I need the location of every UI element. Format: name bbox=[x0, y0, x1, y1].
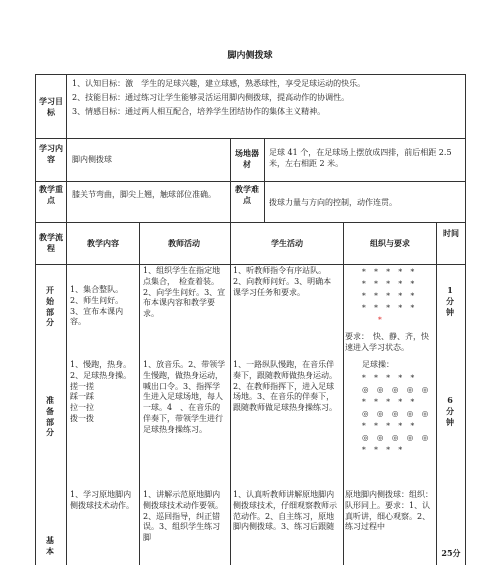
header-teacher: 教师活动 bbox=[168, 238, 200, 248]
row-content: 1、慢跑，热身。 2、足球热身操。 搓一搓 踩一踩 拉一拉 拨一拨 bbox=[70, 360, 132, 423]
divider bbox=[139, 222, 140, 565]
header-time: 时间 bbox=[443, 228, 459, 238]
venue-label: 场地器材 bbox=[235, 148, 259, 169]
divider bbox=[35, 74, 465, 75]
row-student: 1、听教师指令有序站队。2、向教师问好。3、明确本课学习任务和要求。 bbox=[233, 266, 332, 297]
header-content: 教学内容 bbox=[87, 238, 119, 248]
divider bbox=[35, 264, 465, 265]
objective-item: 1、认知目标：激 学生的足球兴趣，建立球感，熟悉球性，享受足球运动的快乐。 bbox=[72, 79, 366, 88]
org-title: 足球操： bbox=[362, 360, 394, 369]
divider bbox=[35, 181, 465, 182]
stage-label: 开始部分 bbox=[46, 285, 54, 328]
keypoints-label: 教学重点 bbox=[39, 184, 63, 205]
header-org: 组织与要求 bbox=[370, 238, 410, 248]
difficulty-label: 教学难点 bbox=[235, 184, 259, 205]
objectives-label: 学习目标 bbox=[39, 96, 63, 117]
org-requirement: 要求： 快、静、齐，快速进入学习状态。 bbox=[345, 332, 429, 352]
formation-stars: * * * * * ◎ ◎ ◎ ◎ ◎ * * * * * ◎ ◎ ◎ ◎ ◎ * * * * * ◎ ◎ ◎ ◎ ◎ * * * * bbox=[362, 373, 432, 454]
row-teacher: 1、组织学生在指定地点集合， 检查着装。2、向学生问好。3、宣布本课内容和教学要求。 bbox=[143, 266, 226, 319]
org-requirement: 原地脚内侧拨球：组织：队形同上。要求：1、认真听讲，细心观察。2、练习过程中 bbox=[345, 490, 433, 532]
venue-value: 足球 41 个，在足球场上摆放成四排，前后相距 2.5 米，左右相距 2 米。 bbox=[269, 148, 452, 168]
row-teacher: 1、讲解示范原地脚内侧拨球技术动作要领。2、巡回指导，纠正错误。3、组织学生练习脚 bbox=[143, 490, 223, 543]
divider bbox=[343, 222, 344, 565]
page-title: 脚内侧拨球 bbox=[227, 51, 273, 61]
keypoints-value: 膝关节弯曲，脚尖上翘，触球部位准确。 bbox=[72, 190, 216, 199]
divider bbox=[35, 138, 465, 139]
stage-label: 准备部分 bbox=[46, 395, 54, 438]
divider bbox=[35, 222, 465, 223]
stage-label: 基本 bbox=[46, 535, 54, 556]
objective-item: 2、技能目标：通过练习让学生能够灵活运用脚内侧拨球，提高动作的协调性。 bbox=[72, 93, 350, 102]
time-value: 6分钟 bbox=[446, 395, 454, 427]
divider bbox=[465, 74, 466, 565]
divider bbox=[35, 74, 36, 565]
row-student: 1、一路纵队慢跑，在音乐伴奏下，跟随教师做热身运动。2、在教师指挥下，进入足球场地。3、在音乐的伴奏下，跟随教师做足球热身操练习。 bbox=[233, 360, 337, 413]
time-value: 25分 bbox=[441, 548, 461, 558]
divider bbox=[230, 222, 231, 565]
difficulty-value: 拨球力量与方向的控制，动作连贯。 bbox=[269, 198, 397, 207]
divider bbox=[66, 74, 67, 565]
row-student: 1、认真听教师讲解原地脚内侧拨球技术，仔细观察教师示范动作。2、自主练习，原地脚内侧拨球。3、练习后跟随 bbox=[233, 490, 337, 532]
row-content: 1、集合整队。2、师生问好。3、宣布本课内容。 bbox=[70, 285, 124, 327]
content-value: 脚内侧拨球 bbox=[72, 155, 112, 164]
row-content: 1、学习原地脚内侧拨球技术动作。 bbox=[70, 490, 134, 510]
header-student: 学生活动 bbox=[271, 238, 303, 248]
divider bbox=[230, 138, 231, 222]
time-value: 1分钟 bbox=[446, 285, 454, 317]
formation-stars: * * * * * * * * * * * * * * * * * * * * * bbox=[362, 267, 418, 324]
objective-item: 3、情感目标：通过两人相互配合，培养学生团结协作的集体主义精神。 bbox=[72, 107, 326, 116]
row-teacher: 1、放音乐。2、带领学生慢跑，做热身运动，喊出口令。3、指挥学生进入足球场地，每人一球。4 、在音乐的伴奏下，带领学生进行足球热身操练习。 bbox=[143, 360, 226, 434]
divider bbox=[264, 138, 265, 222]
divider bbox=[436, 222, 437, 565]
content-label: 学习内容 bbox=[39, 143, 63, 164]
header-flow: 教学流程 bbox=[39, 232, 63, 253]
